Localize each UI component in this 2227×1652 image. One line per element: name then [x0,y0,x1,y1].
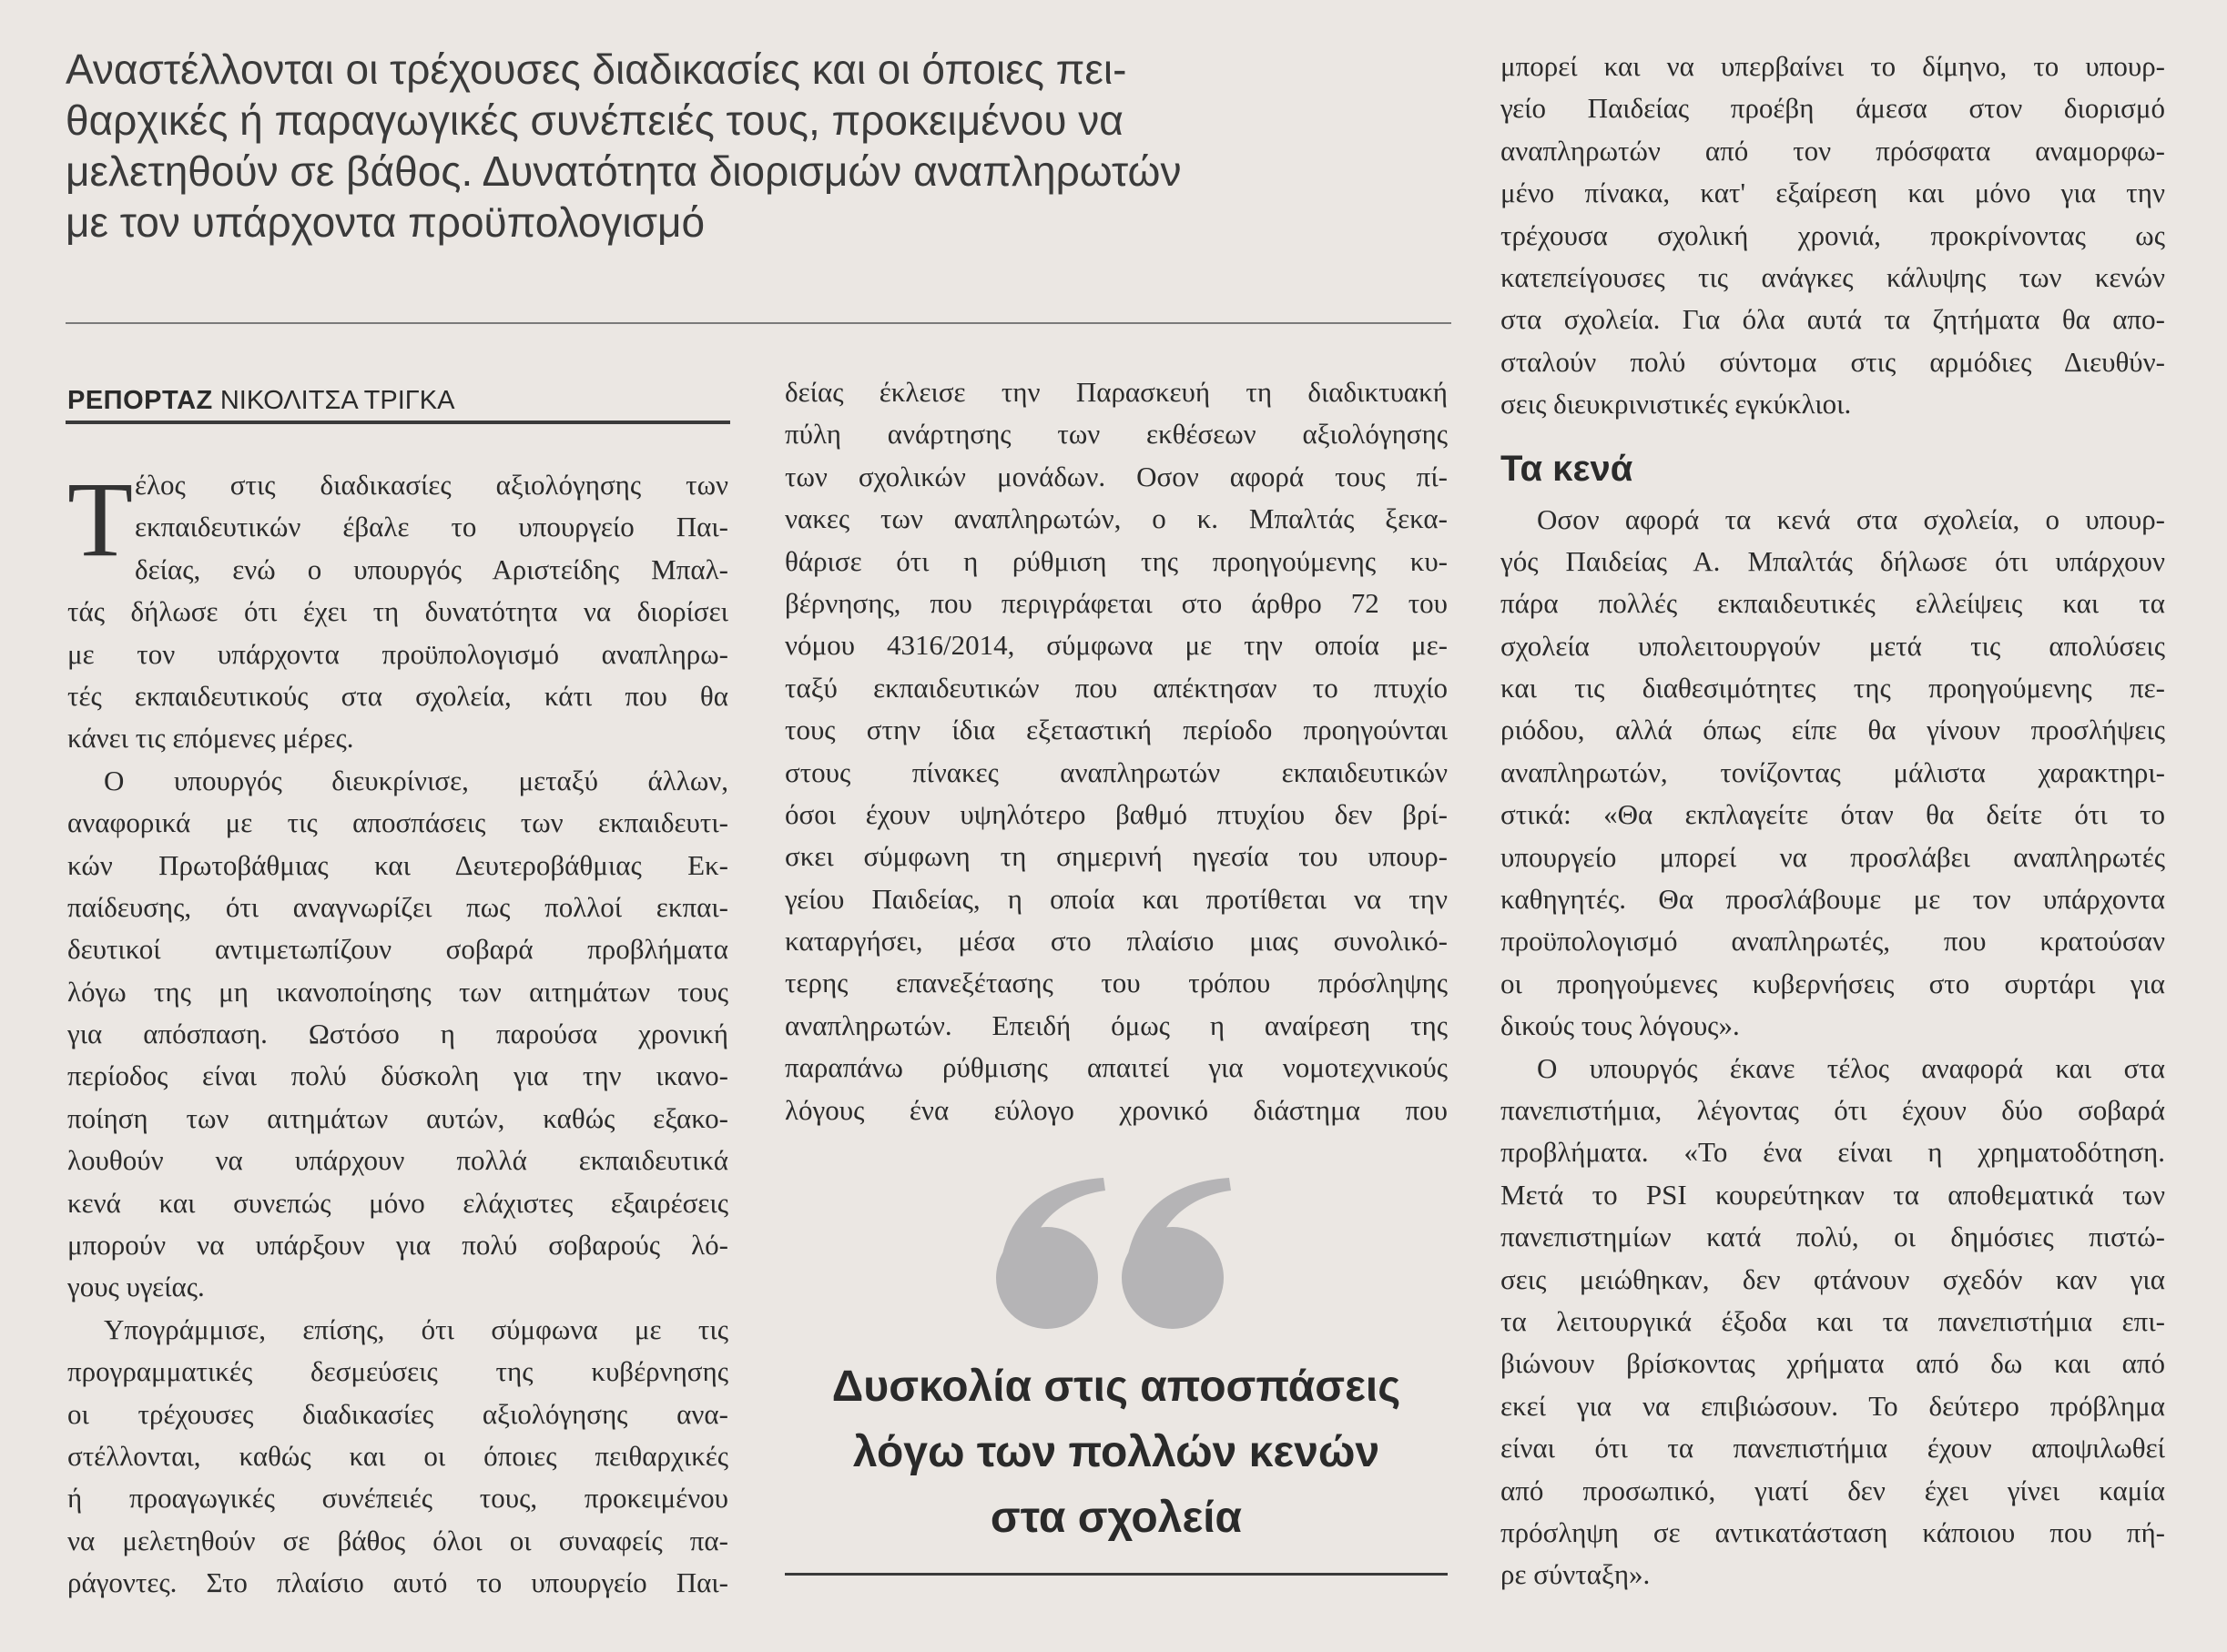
text-line: σεις διευκρινιστικές εγκύκλιοι. [1500,388,1852,421]
pull-quote-line: στα σχολεία [990,1494,1243,1542]
text-line: Ο υπουργός έκανε τέλος αναφορά και στα [1537,1051,2165,1084]
text-line: από προσωπικό, γιατί δεν έχει γίνει καμία [1500,1474,2165,1506]
text-line: τάς δήλωσε ότι έχει τη δυνατότητα να διορίσει [67,595,728,628]
subhead-line: με τον υπάρχοντα προϋπολογισμό [66,198,706,246]
text-line: αναπληρωτών. Επειδή όμως η αναίρεση της [785,1008,1448,1041]
text-line: λόγους ένα εύλογο χρονικό διάστημα που [785,1093,1448,1126]
drop-cap: Τ [67,460,134,579]
article-column-1 [67,460,728,1605]
text-line: ή προαγωγικές συνέπειές τους, προκειμένου [67,1482,728,1515]
quote-marks-icon [991,1176,1236,1331]
text-line: Οσον αφορά τα κενά στα σχολεία, ο υπουρ- [1537,502,2165,535]
byline-divider [66,421,730,424]
text-line: τερης επανεξέτασης του τρόπου πρόσληψης [785,967,1448,999]
pull-quote-divider [785,1573,1448,1576]
text-line: όσοι έχουν υψηλότερο βαθμό πτυχίου δεν βρί- [785,797,1448,830]
text-line: γείο Παιδείας προέβη άμεσα στον διορισμό [1500,92,2165,125]
text-line: στικά: «Θα εκπλαγείτε όταν θα δείτε ότι το [1500,798,2165,831]
text-line: τους στην ίδια εξεταστική περίοδο προηγούνται [785,714,1448,746]
subhead [66,44,1449,248]
byline-author: ΝΙΚΟΛΙΤΣΑ ΤΡΙΓΚΑ [219,386,455,415]
text-line: δικούς τους λόγους». [1500,1009,1740,1042]
text-line: καταργήσει, μέσα στο πλαίσιο μιας συνολικό- [785,925,1448,958]
text-line: νακες των αναπληρωτών, ο κ. Μπαλτάς ξεκα- [785,502,1448,535]
text-line: πανεπιστήμια, λέγοντας ότι έχουν δύο σοβαρά [1500,1093,2165,1126]
byline-kicker: ΡΕΠΟΡΤΑΖ [67,386,213,415]
text-line: Μετά το PSI κουρεύτηκαν τα αποθεματικά των [1500,1178,2165,1211]
text-line: αναπληρωτών από τον πρόσφατα αναμορφω- [1500,134,2165,167]
text-line: αναπληρωτών, τονίζοντας μάλιστα χαρακτηρι- [1500,755,2165,788]
text-line: κών Πρωτοβάθμιας και Δευτεροβάθμιας Εκ- [67,848,728,881]
pull-quote-line: λόγω των πολλών κενών [852,1428,1380,1476]
text-line: νόμου 4316/2014, σύμφωνα με την οποία με- [785,629,1448,662]
text-line: τρέχουσα σχολική χρονιά, προκρίνοντας ως [1500,218,2165,251]
text-line: να μελετηθούν σε βάθος όλοι οι συναφείς πα- [67,1524,728,1556]
text-line: σταλούν πολύ σύντομα στις αρμόδιες Διευθύν- [1500,345,2165,378]
subhead-line: μελετηθούν σε βάθος. Δυνατότητα διορισμών αναπληρωτών [66,147,1182,195]
text-line: λόγω της μη ικανοποίησης των αιτημάτων τους [67,975,728,1008]
text-line: λουθούν να υπάρχουν πολλά εκπαιδευτικά [67,1144,728,1177]
text-line: περίοδος είναι πολύ δύσκολη για την ικανο- [67,1059,728,1092]
text-line: κάνει τις επόμενες μέρες. [67,722,354,755]
text-line: θάρισε ότι η ρύθμιση της προηγούμενης κυ- [785,544,1448,577]
text-line: μένο πίνακα, κατ' εξαίρεση και μόνο για την [1500,177,2165,209]
text-line: σχολεία υπολειτουργούν μετά τις απολύσεις [1500,629,2165,662]
text-line: προγραμματικές δεσμεύσεις της κυβέρνησης [67,1355,728,1388]
text-line: προϋπολογισμό αναπληρωτές, που κρατούσαν [1500,925,2165,958]
text-line: οι προηγούμενες κυβερνήσεις στο συρτάρι για [1500,967,2165,999]
text-line: έλος στις διαδικασίες αξιολόγησης των [135,469,728,501]
text-line: ράγοντες. Στο πλαίσιο αυτό το υπουργείο Παι- [67,1566,728,1599]
text-line: αναφορικά με τις αποσπάσεις των εκπαιδευτι- [67,806,728,839]
text-line: μπορούν να υπάρξουν για πολύ σοβαρούς λό- [67,1229,728,1262]
text-line: στέλλονται, καθώς και οι όποιες πειθαρχικές [67,1439,728,1472]
text-line: υπουργείο μπορεί να προσλάβει αναπληρωτές [1500,840,2165,873]
text-line: πρόσληψη σε αντικατάσταση κάποιου που πή- [1500,1515,2165,1548]
text-line: πύλη ανάρτησης των εκθέσεων αξιολόγησης [785,418,1448,451]
subhead-line: Αναστέλλονται οι τρέχουσες διαδικασίες και οι όποιες πει- [66,46,1127,93]
byline [67,386,454,416]
text-line: γους υγείας. [67,1271,205,1303]
text-line: γείου Παιδείας, η οποία και προτίθεται να την [785,882,1448,915]
text-line: των σχολικών μονάδων. Οσον αφορά τους πί- [785,460,1448,492]
text-line: καθηγητές. Θα προσλάβουμε με τον υπάρχοντα [1500,883,2165,916]
pull-quote [785,1354,1448,1551]
text-line: με τον υπάρχοντα προϋπολογισμό αναπληρω- [67,637,728,670]
text-line: παραπάνω ρύθμισης απαιτεί για νομοτεχνικούς [785,1051,1448,1084]
text-line: βιώνουν βρίσκοντας χρήματα από δω και από [1500,1347,2165,1380]
text-line: ριόδου, αλλά όπως είπε θα γίνουν προσλήψεις [1500,714,2165,746]
pull-quote-line: Δυσκολία στις αποσπάσεις [831,1363,1401,1411]
text-line: γός Παιδείας Α. Μπαλτάς δήλωσε ότι υπάρχουν [1500,544,2165,577]
text-line: ρε σύνταξη». [1500,1558,1651,1591]
text-line: οι τρέχουσες διαδικασίες αξιολόγησης ανα- [67,1397,728,1430]
subhead-divider [66,322,1451,324]
text-line: και τις διαθεσιμότητες της προηγούμενης πε- [1500,672,2165,704]
text-line: σκει σύμφωνη τη σημερινή ηγεσία του υπουρ- [785,840,1448,873]
subhead-line: θαρχικές ή παραγωγικές συνέπειές τους, προκειμένου να [66,96,1124,144]
text-line: δείας έκλεισε την Παρασκευή τη διαδικτυακή [785,376,1448,408]
article-column-2 [785,371,1448,1131]
article-column-3 [1500,46,2165,1596]
text-line: Υπογράμμισε, επίσης, ότι σύμφωνα με τις [104,1312,728,1345]
text-line: δευτικοί αντιμετωπίζουν σοβαρά προβλήματα [67,933,728,966]
text-line: Ο υπουργός διευκρίνισε, μεταξύ άλλων, [104,764,728,796]
text-line: ταξύ εκπαιδευτικών που απέκτησαν το πτυχίο [785,671,1448,704]
text-line: στα σχολεία. Για όλα αυτά τα ζητήματα θα απο- [1500,303,2165,336]
text-line: είναι ότι τα πανεπιστήμια έχουν αποψιλωθεί [1500,1432,2165,1465]
text-line: παίδευσης, ότι αναγνωρίζει πως πολλοί εκπαι- [67,890,728,923]
text-line: ποίηση των αιτημάτων αυτών, καθώς εξακο- [67,1101,728,1134]
text-line: τα λειτουργικά έξοδα και τα πανεπιστήμια επι- [1500,1304,2165,1337]
text-line: κατεπείγουσες τις ανάγκες κάλυψης των κενών [1500,260,2165,293]
section-subtitle: Τα κενά [1500,448,1633,489]
text-line: μπορεί και να υπερβαίνει το δίμηνο, το υπουρ- [1500,50,2165,82]
text-line: κενά και συνεπώς μόνο ελάχιστες εξαιρέσεις [67,1186,728,1219]
text-line: βέρνησης, που περιγράφεται στο άρθρο 72 του [785,586,1448,619]
text-line: εκπαιδευτικών έβαλε το υπουργείο Παι- [135,511,728,543]
text-line: τές εκπαιδευτικούς στα σχολεία, κάτι που θα [67,679,728,712]
text-line: δείας, ενώ ο υπουργός Αριστείδης Μπαλ- [135,552,728,585]
text-line: σεις μειώθηκαν, δεν φτάνουν σχεδόν καν για [1500,1262,2165,1295]
text-line: εκεί για να επιβιώσουν. Το δεύτερο πρόβλημα [1500,1389,2165,1422]
text-line: πάρα πολλές εκπαιδευτικές ελλείψεις και τα [1500,587,2165,620]
text-line: πανεπιστημίων κατά πολύ, οι δημόσιες πιστώ- [1500,1221,2165,1253]
text-line: στους πίνακες αναπληρωτών εκπαιδευτικών [785,755,1448,788]
text-line: προβλήματα. «Το ένα είναι η χρηματοδότηση. [1500,1136,2165,1169]
text-line: για απόσπαση. Ωστόσο η παρούσα χρονική [67,1018,728,1050]
